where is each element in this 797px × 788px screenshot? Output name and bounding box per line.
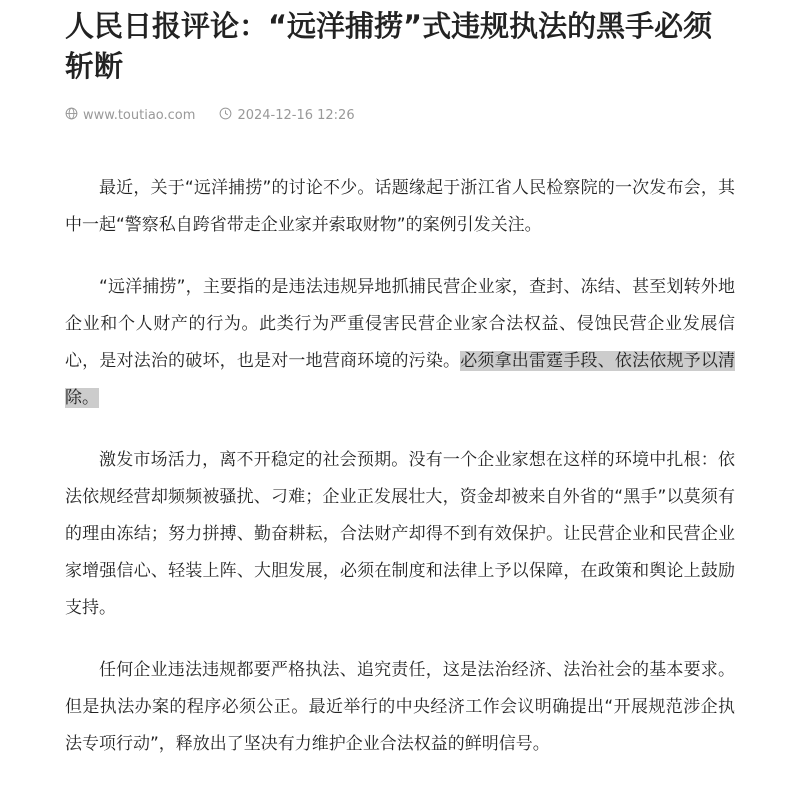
paragraph-text: 激发市场活力，离不开稳定的社会预期。没有一个企业家想在这样的环境中扎根：依法依规经营却频频被骚扰、刁难；企业正发展壮大，资金却被来自外省的“黑手”以莫须有的理由冻结；努力拼搏、勤奋耕耘，合法财产却得不到有效保护。让民营企业和民营企业家增强信心、轻装上阵、大胆发展，必须在制度和法律上予以保障，在政策和舆论上鼓励支持。 [65, 450, 735, 618]
globe-icon [65, 107, 83, 124]
paragraph [65, 170, 735, 244]
article-meta [65, 104, 735, 126]
publish-datetime: 2024-12-16 12:26 [237, 107, 355, 123]
paragraph-text: 最近，关于“远洋捕捞”的讨论不少。话题缘起于浙江省人民检察院的一次发布会，其中一起“警察私自跨省带走企业家并索取财物”的案例引发关注。 [65, 178, 735, 235]
paragraph [65, 269, 735, 417]
source-info[interactable] [65, 107, 195, 124]
paragraph-text: “远洋捕捞”，主要指的是违法违规异地抓捕民营企业家，查封、冻结、甚至划转外地企业和个人财产的行为。此类行为严重侵害民营企业家合法权益、侵蚀民营企业发展信心，是对法治的破坏，也是对一地营商环境的污染。 [65, 277, 735, 371]
paragraph [65, 442, 735, 627]
article [65, 6, 735, 788]
paragraph [65, 652, 735, 763]
highlighted-text[interactable]: 必须拿出雷霆手段、依法依规予以清除。 [65, 351, 736, 408]
clock-icon [219, 107, 237, 124]
paragraph-text: 任何企业违法违规都要严格执法、追究责任，这是法治经济、法治社会的基本要求。但是执法办案的程序必须公正。最近举行的中央经济工作会议明确提出“开展规范涉企执法专项行动”，释放出了坚决有力维护企业合法权益的鲜明信号。 [65, 660, 735, 754]
article-title: 人民日报评论：“远洋捕捞”式违规执法的黑手必须斩断 [65, 9, 713, 83]
source-link[interactable]: www.toutiao.com [83, 107, 196, 123]
datetime-info [219, 107, 354, 124]
article-body [65, 170, 735, 763]
